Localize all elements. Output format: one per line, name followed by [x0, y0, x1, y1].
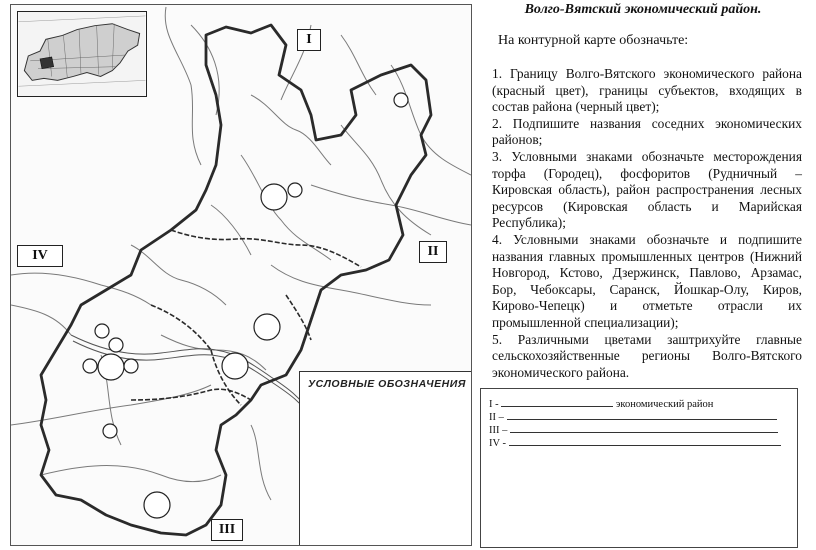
task-item: 5. Различными цветами заштрихуйте главные сельскохозяйственные регионы Волго-Вятского экономического района.	[492, 331, 802, 380]
answer-box	[480, 388, 798, 548]
task-item: 2. Подпишите названия соседних экономических районов;	[492, 115, 802, 148]
answer-prefix: II –	[489, 412, 504, 423]
region-label-i: I	[297, 29, 321, 51]
answer-prefix: IV -	[489, 438, 507, 449]
answer-line-iv[interactable]	[489, 436, 781, 451]
answer-prefix: I -	[489, 399, 499, 410]
russia-inset-map	[17, 11, 147, 97]
page-title: Волго-Вятский экономический район.	[524, 2, 762, 17]
answer-prefix: III –	[489, 425, 508, 436]
task-text	[480, 0, 806, 380]
answer-blank[interactable]	[510, 423, 778, 433]
russia-outline	[18, 12, 146, 96]
task-item: 1. Границу Волго-Вятского экономического района (красный цвет), границы субъектов, входящих в состав района (черный цвет);	[492, 66, 802, 115]
intro-text: На контурной карте обозначьте:	[498, 33, 689, 48]
legend-title: УСЛОВНЫЕ ОБОЗНАЧЕНИЯ	[308, 378, 466, 390]
answer-blank[interactable]	[507, 410, 777, 420]
legend-box	[299, 371, 472, 546]
task-item: 4. Условными знаками обозначьте и подпишите названия главных промышленных центров (Нижний Новгород, Кстово, Дзержинск, Павлово, Арзамас, Бор, Чебоксары, Саранск, Йошкар-Олу, Киров, Кирово-Чепецк) и отметьте отрасли их промышленной специализации);	[492, 231, 802, 330]
answer-blank[interactable]	[501, 397, 613, 407]
answer-blank[interactable]	[509, 436, 781, 446]
task-list	[492, 66, 802, 381]
answer-suffix: экономический район	[615, 399, 714, 410]
region-label-ii: II	[419, 241, 447, 263]
contour-map	[10, 4, 472, 546]
region-label-iii: III	[211, 519, 243, 541]
region-label-iv: IV	[17, 245, 63, 267]
task-item: 3. Условными знаками обозначьте месторождения торфа (Городец), фосфоритов (Рудничный – Кировская область), район распространения лесных ресурсов (Кировская область и Марийская Республика);	[492, 148, 802, 231]
